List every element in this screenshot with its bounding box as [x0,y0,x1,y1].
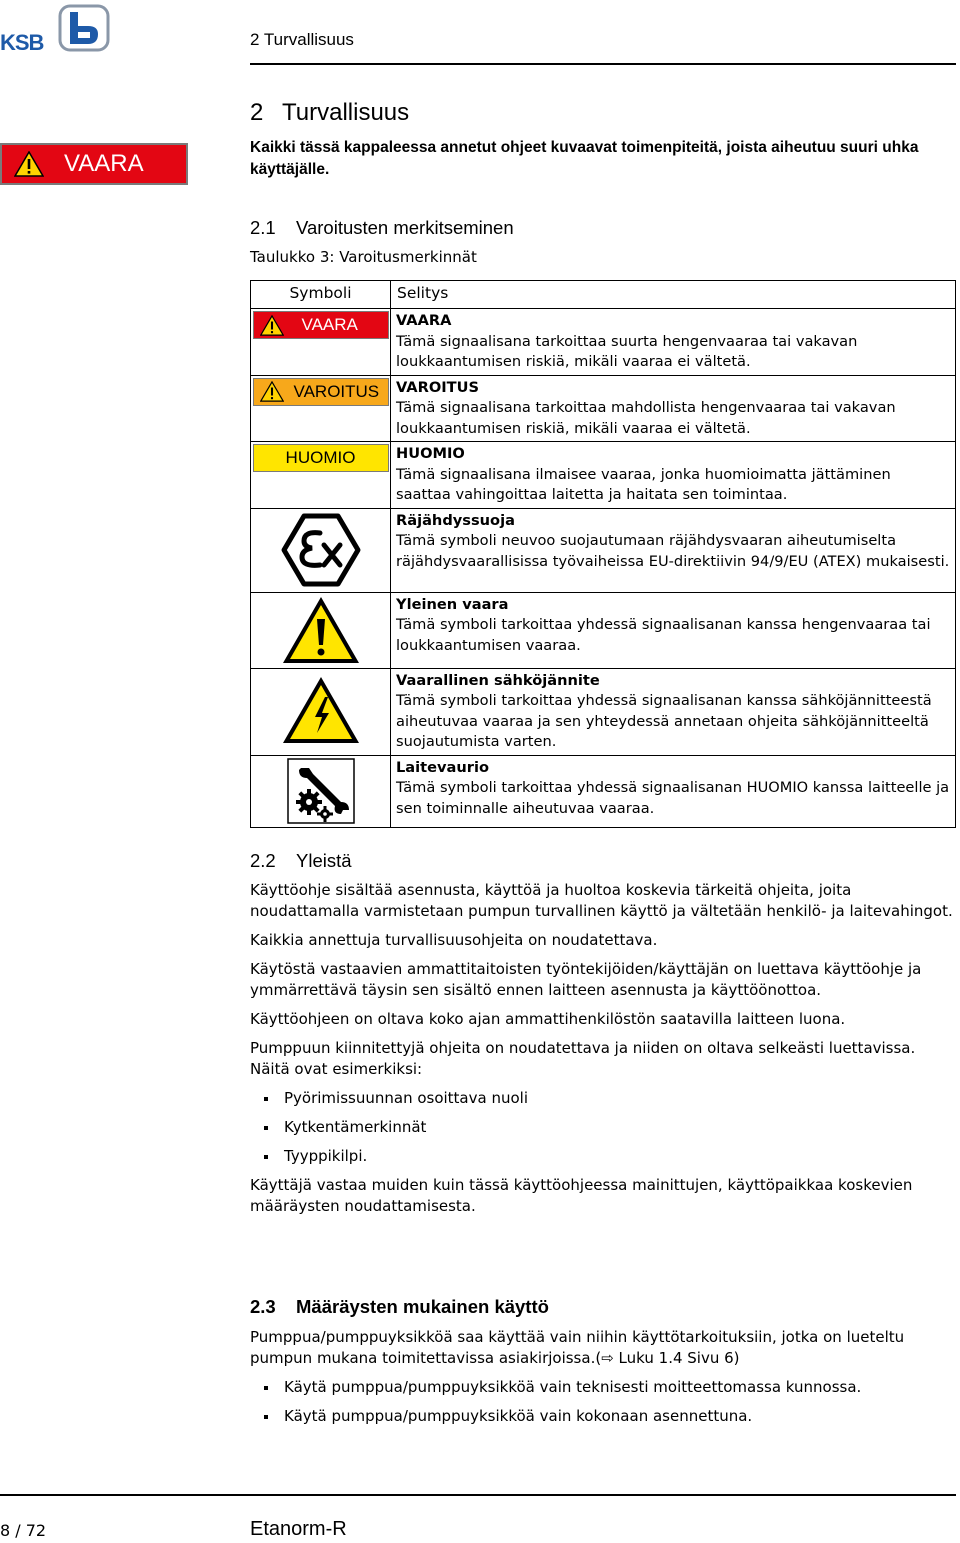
table-row: Laitevaurio Tämä symboli tarkoittaa yhdessä signaalisanan HUOMIO kanssa laitteelle ja sen toiminnalle aiheutuvaa vaaraa. [251,755,956,827]
paragraph: Käyttöohjeen on oltava koko ajan ammattihenkilöstön saatavilla laitteen luona. [250,1010,846,1028]
electric-hazard-icon [281,675,361,745]
signal-huomio: HUOMIO [253,444,389,472]
logo-wordmark: KSB [0,30,44,55]
paragraph: Kaikkia annettuja turvallisuusohjeita on noudatettava. [250,931,658,949]
table-caption: Taulukko 3: Varoitusmerkinnät [250,248,477,266]
side-signal-label: VAARA [64,150,144,177]
table-row: Räjähdyssuoja Tämä symboli neuvoo suojautumaan räjähdysvaaran aiheutumiselta räjähdysvaarallisissa työvaiheissa EU-direktiivin 94/9/EU (ATEX) mukaisesti. [251,508,956,592]
warning-symbols-table [250,280,956,828]
bullet-icon [250,1406,284,1427]
general-danger-icon [281,595,361,665]
section-2-1-heading: 2.1 Varoitusten merkitseminen [250,217,514,238]
section-2-3-heading: 2.3 Määräysten mukainen käyttö [250,1296,549,1317]
paragraph: Käyttäjä vastaa muiden kuin tässä käyttöohjeessa mainittujen, käyttöpaikkaa koskevien määräysten noudattamisesta. [250,1176,913,1215]
list-item: Käytä pumppua/pumppuyksikköä vain kokonaan asennettuna. [250,1406,956,1427]
list-item: Tyyppikilpi. [250,1146,956,1167]
page-number: 8 / 72 [0,1521,47,1540]
table-row: Yleinen vaara Tämä symboli tarkoittaa yhdessä signaalisanan kanssa hengenvaaraa tai loukkaantumisen vaaraa. [251,592,956,668]
paragraph: Pumppuun kiinnitettyjä ohjeita on noudatettava ja niiden on oltava selkeästi luettavissa. Näitä ovat esimerkiksi: [250,1039,916,1078]
column-header-symbol: Symboli [251,281,391,309]
list-item: Käytä pumppua/pumppuyksikköä vain teknisesti moitteettomassa kunnossa. [250,1377,956,1398]
section-2-lead: Kaikki tässä kappaleessa annetut ohjeet kuvaavat toimenpiteitä, joista aiheutuu suuri uhka käyttäjälle. [250,139,919,178]
column-header-description: Selitys [391,281,956,309]
running-header-title: 2 Turvallisuus [250,30,354,49]
table-row: HUOMIO HUOMIO Tämä signaalisana ilmaisee vaaraa, jonka huomioimatta jättäminen saattaa vahingoittaa laitetta ja haitata sen toimintaa. [251,442,956,509]
table-header-row [251,281,956,309]
warning-triangle-icon [260,381,284,402]
ksb-b-icon [58,4,110,52]
section-2-2-heading: 2.2 Yleistä [250,850,352,871]
ksb-logo [0,2,112,55]
product-name: Etanorm-R [250,1518,347,1540]
bullet-icon [250,1146,284,1167]
paragraph: Käytöstä vastaavien ammattitaitoisten työntekijöiden/käyttäjän on luettava käyttöohje ja ymmärrettävä täysin sen sisältö ennen laitteen asennusta ja käyttöönottoa. [250,960,922,999]
signal-vaara: VAARA [253,311,389,339]
machine-damage-icon [287,758,355,824]
list-item: Kytkentämerkinnät [250,1117,956,1138]
header-divider [250,63,956,65]
bullet-icon [250,1377,284,1398]
table-row: VAROITUS VAROITUS Tämä signaalisana tarkoittaa mahdollista hengenvaaraa tai vakavan loukkaantumisen riskiä, mikäli vaaraa ei vältetä. [251,375,956,442]
bullet-icon [250,1088,284,1109]
footer-divider [0,1494,956,1496]
list-item: Pyörimissuunnan osoittava nuoli [250,1088,956,1109]
side-signal-vaara [0,143,188,185]
cross-reference-arrow-icon: ⇨ [601,1349,614,1367]
warning-triangle-icon [14,151,44,177]
paragraph: Käyttöohje sisältää asennusta, käyttöä ja huoltoa koskevia tärkeitä ohjeita, joita noudattamalla varmistetaan pumpun turvallinen käyttö ja vältetään henkilö- ja laitevahingot. [250,881,953,920]
table-row: Vaarallinen sähköjännite Tämä symboli tarkoittaa yhdessä signaalisanan kanssa sähköjännitteestä aiheutuvaa vaaraa ja sen yhteydessä annetaan ohjeita sähköjännitteeltä suojautumista varten. [251,668,956,755]
cross-reference-link[interactable]: Luku 1.4 Sivu 6) [613,1349,740,1367]
section-2-heading: 2 Turvallisuus [250,99,410,126]
ex-explosion-protection-icon [280,513,362,587]
section-2-3-body [250,1327,956,1435]
bullet-icon [250,1117,284,1138]
paragraph: Pumppua/pumppuyksikköä saa käyttää vain niihin käyttötarkoituksiin, jotka on lueteltu pumpun mukana toimitettavissa asiakirjoissa.(⇨ Luku 1.4 Sivu 6) [250,1328,905,1367]
page-header [0,0,960,60]
warning-triangle-icon [260,315,284,336]
section-2-2-body [250,880,956,1225]
table-row: VAARA VAARA Tämä signaalisana tarkoittaa suurta hengenvaaraa tai vakavan loukkaantumisen riskiä, mikäli vaaraa ei vältetä. [251,309,956,376]
signal-varoitus: VAROITUS [253,378,389,406]
